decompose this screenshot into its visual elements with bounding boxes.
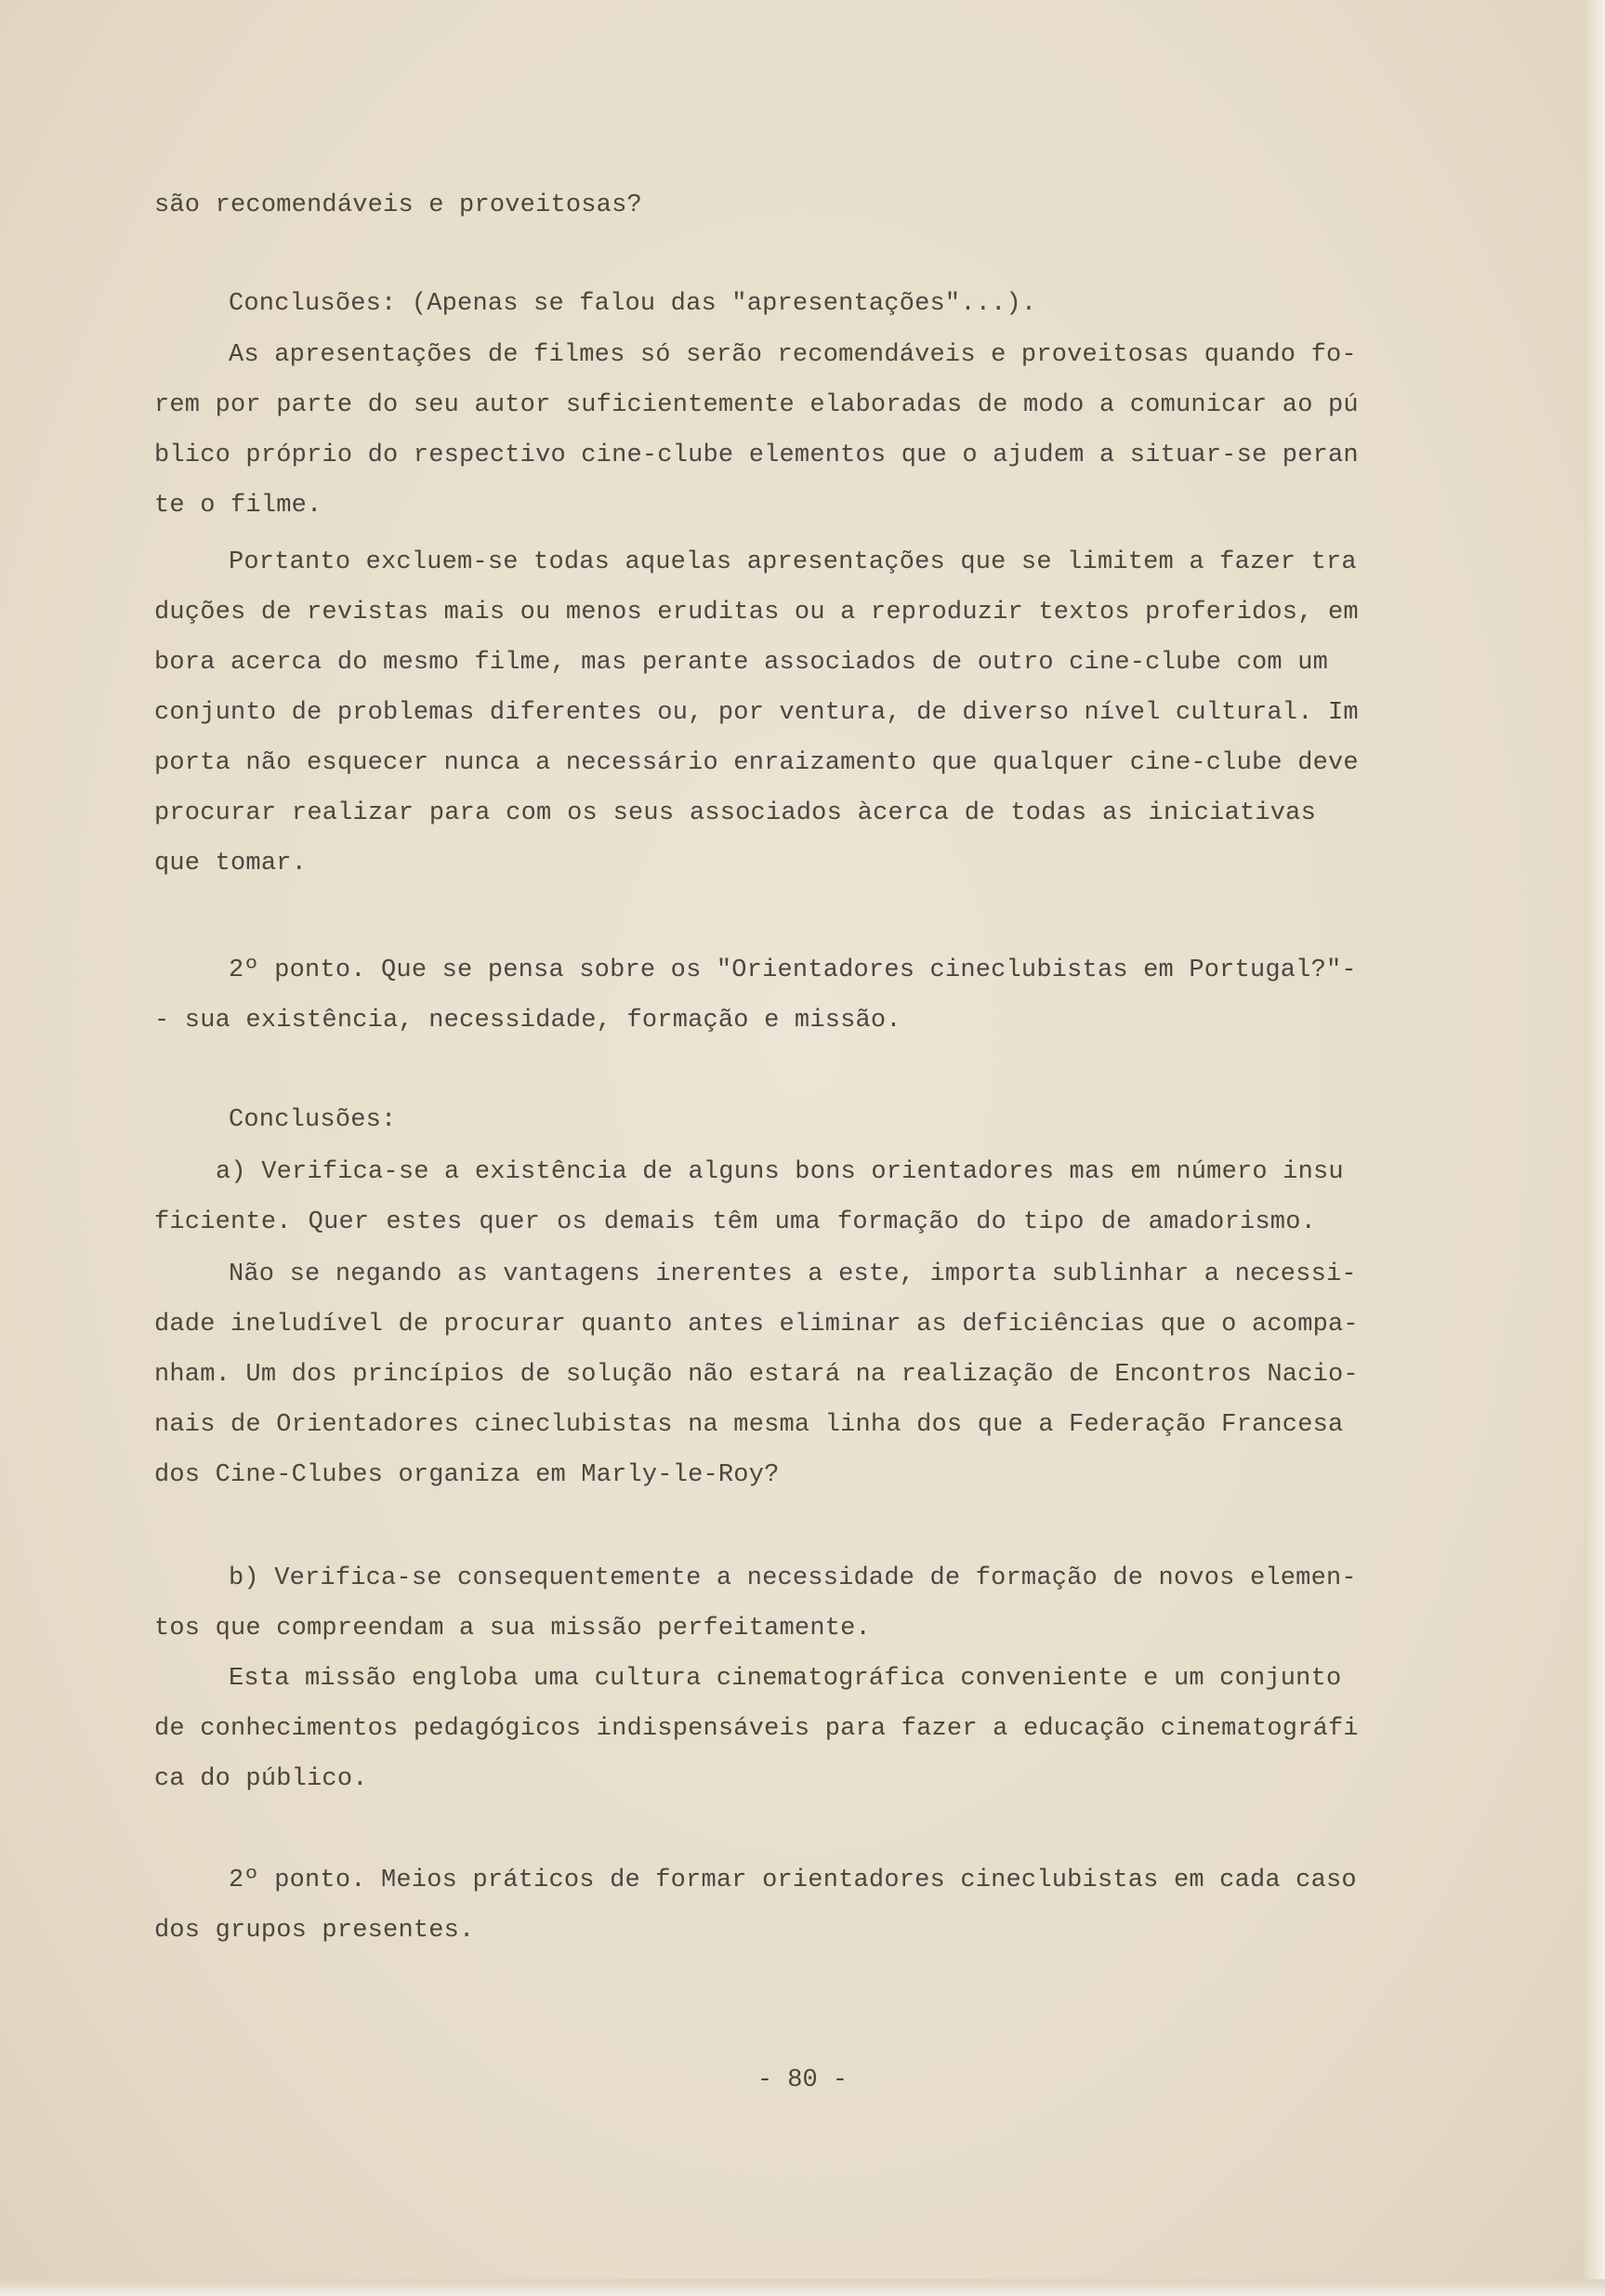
page-edge-right [1585,0,1605,2296]
text-line-17: a) Verifica-se a existência de alguns bons orientadores mas em número insu [216,1158,1344,1186]
text-line-11: porta não esquecer nunca a necessário enraizamento que qualquer cine-clube deve [154,749,1359,777]
text-line-20: dade ineludível de procurar quanto antes eliminar as deficiências que o acompa- [154,1311,1359,1339]
text-line-19: Não se negando as vantagens inerentes a este, importa sublinhar a necessi- [229,1260,1357,1288]
text-line-22: nais de Orientadores cineclubistas na mesma linha dos que a Federação Francesa [154,1411,1344,1439]
page-number: - 80 - [756,2066,849,2094]
text-line-15: - sua existência, necessidade, formação e missão. [154,1007,901,1035]
text-line-01: são recomendáveis e proveitosas? [154,191,642,219]
text-line-10: conjunto de problemas diferentes ou, por ventura, de diverso nível cultural. Im [154,699,1359,727]
text-line-05: blico próprio do respectivo cine-clube elementos que o ajudem a situar-se peran [154,442,1359,469]
text-line-18: ficiente. Quer estes quer os demais têm uma formação do tipo de amadorismo. [154,1208,1316,1236]
text-line-02: Conclusões: (Apenas se falou das "apresentações"...). [229,290,1037,318]
text-line-04: rem por parte do seu autor suficientemente elaboradas de modo a comunicar ao pú [154,391,1359,419]
text-line-08: duções de revistas mais ou menos eruditas ou a reproduzir textos proferidos, em [154,599,1359,627]
text-line-24: b) Verifica-se consequentemente a necessidade de formação de novos elemen- [229,1564,1357,1592]
text-line-25: tos que compreendam a sua missão perfeitamente. [154,1615,871,1643]
text-line-07: Portanto excluem-se todas aquelas apresentações que se limitem a fazer tra [229,548,1357,576]
text-line-21: nham. Um dos princípios de solução não estará na realização de Encontros Nacio- [154,1361,1359,1389]
text-line-16: Conclusões: [229,1106,397,1134]
text-line-28: ca do público. [154,1765,368,1793]
text-line-14: 2º ponto. Que se pensa sobre os "Orientadores cineclubistas em Portugal?"- [229,957,1357,984]
text-line-09: bora acerca do mesmo filme, mas perante associados de outro cine-clube com um [154,649,1329,677]
text-line-27: de conhecimentos pedagógicos indispensáveis para fazer a educação cinematográfi [154,1715,1359,1743]
text-line-12: procurar realizar para com os seus associados àcerca de todas as iniciativas [154,799,1316,827]
text-line-26: Esta missão engloba uma cultura cinematográfica conveniente e um conjunto [229,1665,1342,1693]
text-line-23: dos Cine-Clubes organiza em Marly-le-Roy? [154,1461,780,1489]
text-line-29: 2º ponto. Meios práticos de formar orientadores cineclubistas em cada caso [229,1867,1357,1894]
page-edge-bottom [0,2279,1605,2296]
text-line-03: As apresentações de filmes só serão recomendáveis e proveitosas quando fo- [229,341,1357,369]
text-line-13: que tomar. [154,850,308,877]
text-line-30: dos grupos presentes. [154,1917,475,1945]
text-line-06: te o filme. [154,492,322,520]
